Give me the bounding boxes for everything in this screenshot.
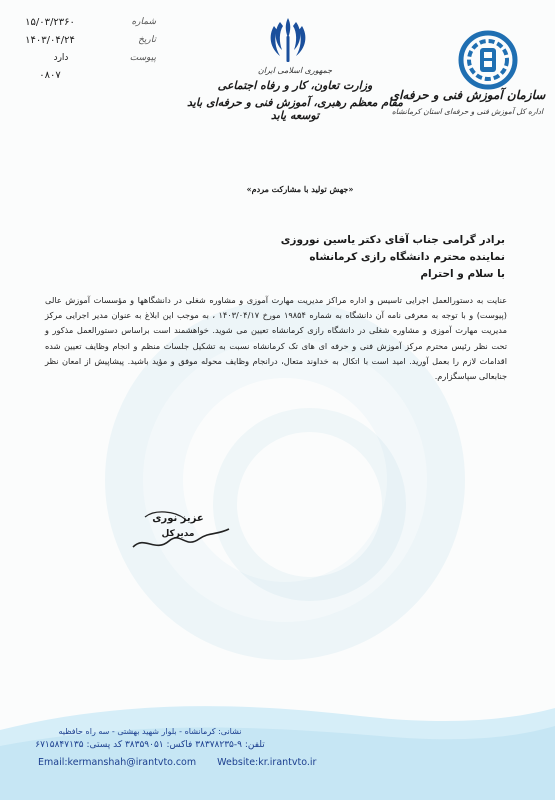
meta-code [39, 70, 156, 86]
meta-number [25, 17, 156, 33]
date-label: تاریخ [138, 35, 156, 45]
meta-date [25, 35, 156, 51]
letter-body: عنایت به دستورالعمل اجرایی تاسیس و اداره مراکز مدیریت مهارت آموزی و مشاوره شغلی در دانشگاهها و مؤسسات آموزش عالی (پیوست) و با توجه به معرفی نامه آن دانشگاه به شماره ۱۹۸۵۴ مورخ ۱۴۰۳/۰۴/۱۷ ، به موجب این ابلاغ به عنوان مدیر اجرایی مرکز مدیریت مهارت آموزی و مشاوره شغلی در دانشگاه رازی کرمانشاه تعیین می شوید. خواهشمند است براساس دستورالعمل مذکور و تحت نظر رئیس محترم مرکز آموزش فنی و حرفه ای های تک کرمانشاه نسبت به تشکیل جلسات منظم و انجام وظایف تعیین شده اقدامات لازم را بعمل آورید. امید است با اتکال به خداوند متعال، درانجام وظایف محوله موفق و مؤید باشید. پیشاپیش از امعان نظر جنابعالی سپاسگزارم. [45, 295, 508, 382]
footer-email[interactable]: Email:kermanshah@irantvto.com [38, 757, 197, 768]
office-text: مقام معظم رهبری، آموزش فنی و حرفه‌ای باید توسعه یابد [187, 96, 403, 122]
addressee-title: نماینده محترم دانشگاه رازی کرمانشاه [309, 251, 505, 263]
attachment-label: پیوست [129, 53, 156, 63]
org-subtitle: اداره کل آموزش فنی و حرفه‌ای استان کرمانشاه [391, 107, 544, 116]
signer-name: عزیز نوری [152, 513, 204, 524]
org-name: سازمان آموزش فنی و حرفه‌ای [389, 88, 546, 102]
signer-title: مدیرکل [161, 529, 195, 539]
addressee-block [45, 232, 505, 283]
footer-phone: تلفن: ۹-۳۸۳۷۸۲۳۵ فاکس: ۳۸۳۵۹۰۵۱ کد پستی: ۶۷۱۵۸۴۷۱۳۵ [35, 740, 265, 750]
ministry-header [175, 66, 415, 122]
greeting: با سلام و احترام [420, 268, 505, 280]
addressee-name: برادر گرامی جناب آقای دکتر یاسین نوروزی [280, 234, 505, 246]
date-value: ۱۴۰۳/۰۴/۲۴ [25, 35, 75, 46]
footer-website[interactable]: Website:kr.irantvto.ir [217, 757, 317, 768]
ministry-text: وزارت تعاون، کار و رفاه اجتماعی [217, 79, 373, 92]
footer-address: نشانی: کرمانشاه - بلوار شهید بهشتی - سه راه حافظیه [58, 727, 242, 736]
attachment-value: دارد [53, 53, 69, 63]
republic-text: جمهوری اسلامی ایران [257, 66, 333, 75]
number-value: ۱۵/۰۳/۲۳۶۰ [25, 17, 75, 28]
meta-attachment [53, 53, 156, 69]
slogan: «جهش تولید با مشارکت مردم» [246, 184, 354, 194]
organization-header [385, 88, 550, 116]
iran-emblem-icon [268, 16, 308, 64]
letter-meta [25, 17, 156, 81]
signature-block [125, 505, 235, 565]
extra-code: ۰۸۰۷ [39, 70, 61, 81]
number-label: شماره [131, 17, 156, 27]
tvto-logo-icon [458, 30, 518, 90]
footer-contacts [38, 757, 358, 768]
